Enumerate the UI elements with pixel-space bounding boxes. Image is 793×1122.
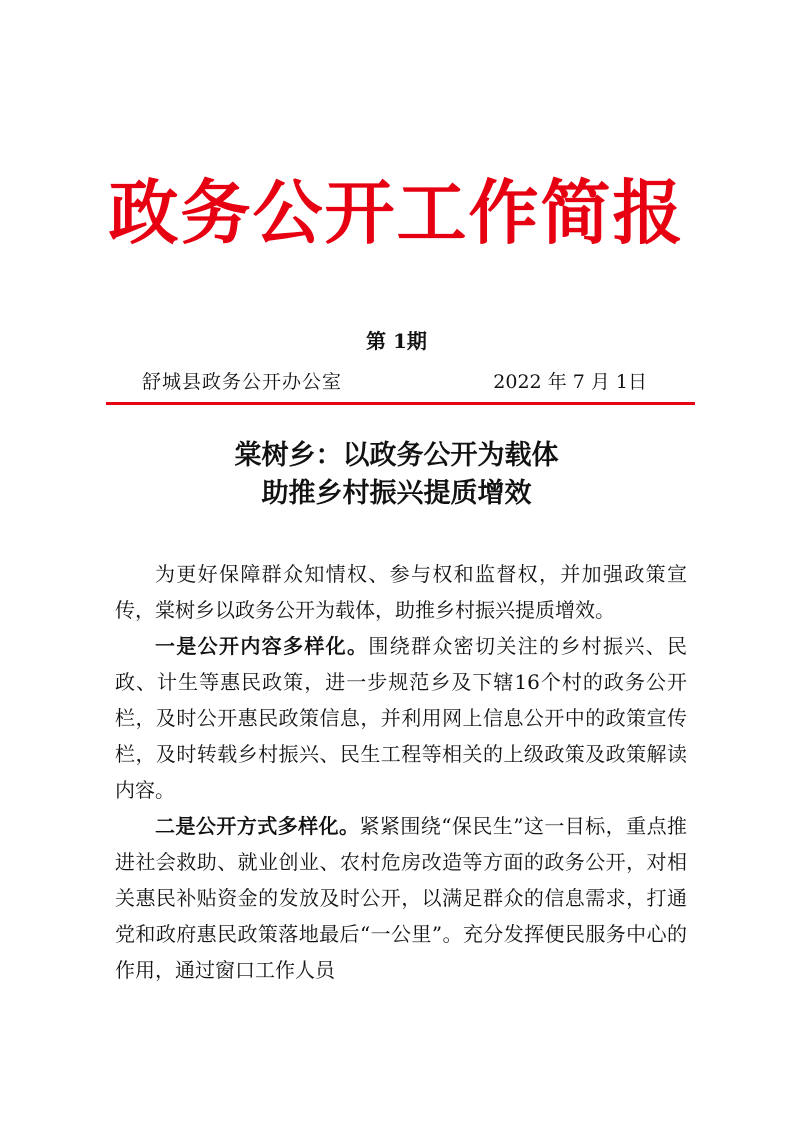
headline-line-1: 棠树乡：以政务公开为载体 <box>234 440 559 471</box>
article-headline <box>0 437 793 513</box>
paragraph-text: 紧紧围绕“保民生”这一目标，重点推进社会救助、就业创业、农村危房改造等方面的政务公开，对相关惠民补贴资金的发放及时公开，以满足群众的信息需求，打通党和政府惠民政策落地最后“一公里”。充分发挥便民服务中心的作用，通过窗口工作人员 <box>115 814 688 982</box>
paragraph-lead: 一是公开内容多样化。 <box>155 634 369 658</box>
paragraph-method-diversity <box>115 808 687 988</box>
paragraph-text: 围绕群众密切关注的乡村振兴、民政、计生等惠民政策，进一步规范乡及下辖16个村的政务公开栏，及时公开惠民政策信息，并利用网上信息公开中的政策宣传栏，及时转载乡村振兴、民生工程等相关的上级政策及政策解读内容。 <box>115 634 688 802</box>
issue-number: 第 1期 <box>366 329 427 353</box>
paragraph-content-diversity <box>115 628 687 808</box>
header-divider <box>106 402 695 405</box>
paragraph-lead: 二是公开方式多样化。 <box>155 814 360 838</box>
masthead-title: 政务公开工作简报 <box>108 171 685 254</box>
article-body <box>115 556 687 988</box>
headline-line-2: 助推乡村振兴提质增效 <box>261 478 532 509</box>
issue-date: 2022 年 7 月 1日 <box>493 371 647 393</box>
paragraph-text: 为更好保障群众知情权、参与权和监督权，并加强政策宣传，棠树乡以政务公开为载体，助推乡村振兴提质增效。 <box>115 562 687 622</box>
issuer-name: 舒城县政务公开办公室 <box>142 371 343 393</box>
paragraph-intro <box>115 556 687 628</box>
